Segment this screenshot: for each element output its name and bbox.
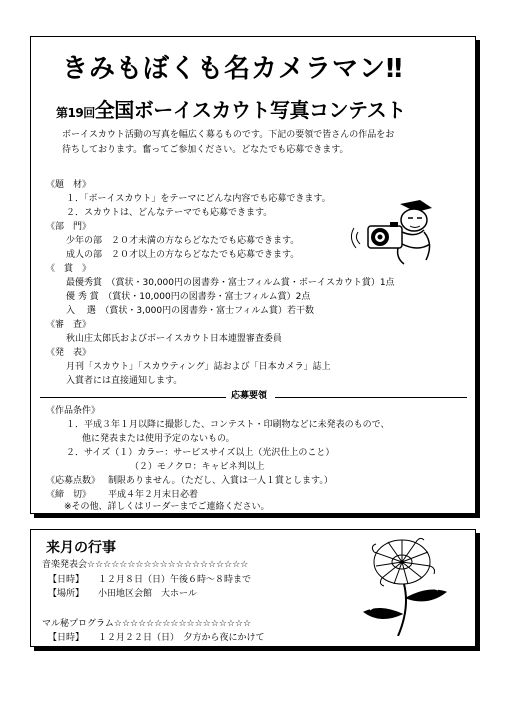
event-2-name: マル秘プログラム☆☆☆☆☆☆☆☆☆☆☆☆☆☆☆☆☆ — [42, 619, 252, 629]
event-2-date-label: 【日時】 — [48, 633, 85, 643]
contest-name: 全国ボーイスカウト写真コンテスト — [94, 98, 406, 122]
prize-item-2: 優 秀 賞 （賞状・10,000円の図書券・富士フィルム賞）2点 — [66, 292, 311, 302]
guideline-label: 応募要領 — [231, 391, 268, 401]
event-1-name: 音楽発表会☆☆☆☆☆☆☆☆☆☆☆☆☆☆☆☆☆☆☆☆ — [42, 560, 249, 570]
note-text: ※その他、詳しくはリーダーまでご連絡ください。 — [64, 502, 270, 512]
next-month-title: 来月の行事 — [46, 540, 116, 556]
announce-item-1: 月刊「スカウト」「スカウティング」誌および「日本カメラ」誌上 — [66, 362, 331, 372]
conditions-item-2: 他に発表または使用予定のないもの。 — [82, 434, 235, 444]
conditions-item-1: １．平成３年１月以降に撮影した、コンテスト・印刷物などに未発表のもので、 — [66, 420, 390, 430]
chrysanthemum-illustration — [352, 532, 464, 636]
conditions-item-3: ２．サイズ（１）カラー：サービスサイズ以上（光沢仕上のこと） — [66, 448, 335, 458]
judge-item-1: 秋山庄太郎氏およびボーイスカウト日本連盟審査委員 — [66, 334, 282, 344]
conditions-item-4: （２）モノクロ：キャビネ判以上 — [130, 462, 265, 472]
headline: きみもぼくも名カメラマン‼ — [62, 54, 404, 84]
theme-item-2: ２．スカウトは、どんなテーマでも応募できます。 — [66, 208, 273, 218]
event-1-date: １２月８日（日）午後６時～８時まで — [98, 575, 252, 585]
intro-line-2: 待ちしております。奮ってご参加ください。どなたでも応募できます。 — [62, 145, 349, 155]
prize-item-3: 入 選 （賞状・3,000円の図書券・富士フィルム賞）若干数 — [66, 306, 315, 316]
announce-heading: 《発 表》 — [46, 348, 92, 358]
contest-number: 第19回 — [56, 106, 95, 120]
announce-item-2: 入賞者には直接通知します。 — [66, 376, 183, 386]
conditions-heading: 《作品条件》 — [46, 406, 101, 416]
count-text: 制限ありません。（ただし、入賞は一人１賞とします。） — [108, 476, 333, 486]
prize-heading: 《 賞 》 — [46, 264, 92, 274]
event-1-place-label: 【場所】 — [48, 589, 85, 599]
guideline-divider-right — [275, 397, 467, 398]
intro-line-1: ボーイスカウト活動の写真を幅広く募るものです。下記の要領で皆さんの作品をお — [62, 130, 395, 140]
event-1-place: 小田地区会館 大ホール — [98, 589, 197, 599]
division-heading: 《部 門》 — [46, 222, 92, 232]
division-item-2: 成人の部 ２０才以上の方ならどなたでも応募できます。 — [66, 250, 300, 260]
division-item-1: 少年の部 ２０才未満の方ならどなたでも応募できます。 — [66, 236, 300, 246]
event-1-date-label: 【日時】 — [48, 575, 85, 585]
theme-heading: 《題 材》 — [46, 180, 92, 190]
guideline-divider-left — [40, 397, 226, 398]
prize-item-1: 最優秀賞 （賞状・30,000円の図書券・富士フィルム賞・ボーイスカウト賞）1点 — [66, 278, 395, 288]
photographer-illustration — [350, 198, 440, 268]
event-2-date: １２月２２日（日） 夕方から夜にかけて — [98, 633, 265, 643]
contest-title — [56, 94, 406, 123]
theme-item-1: １．「ボーイスカウト」をテーマにどんな内容でも応募できます。 — [66, 194, 331, 204]
count-heading: 《応募点数》 — [46, 476, 101, 486]
deadline-text: 平成４年２月末日必着 — [108, 490, 199, 500]
judge-heading: 《審 査》 — [46, 320, 92, 330]
deadline-heading: 《締 切》 — [46, 490, 92, 500]
